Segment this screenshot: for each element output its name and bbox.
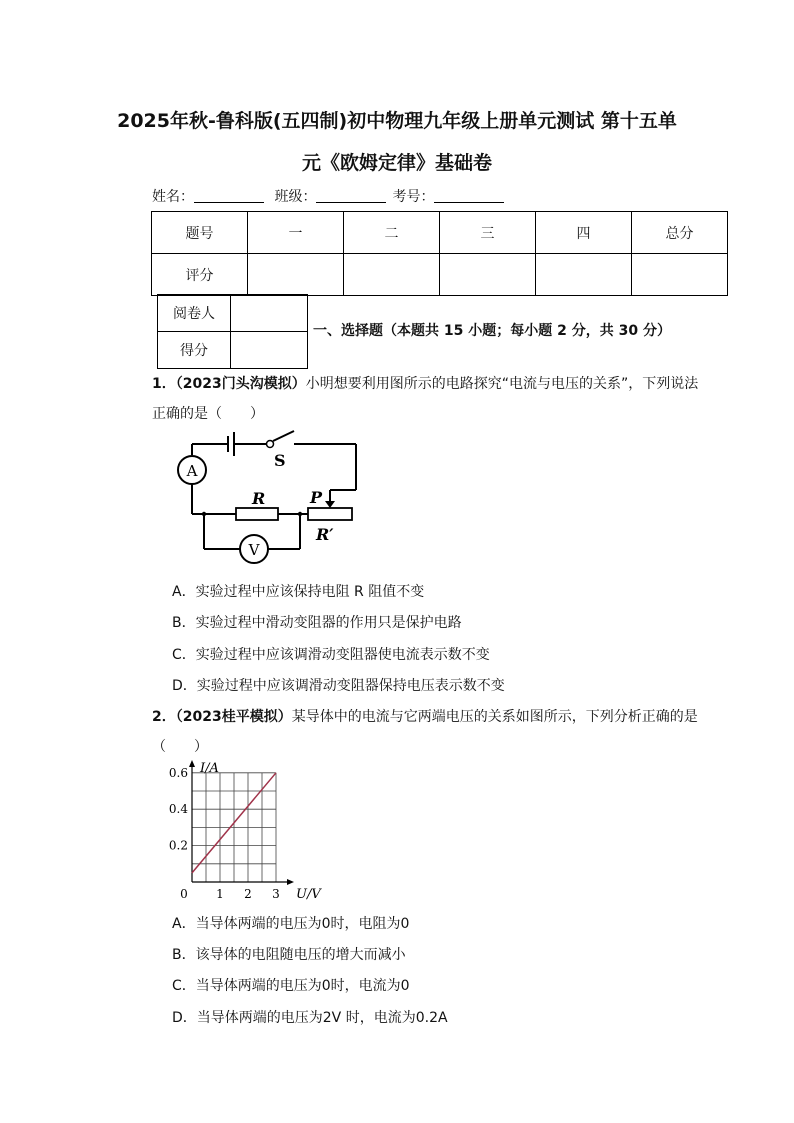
score-header-cell: 总分: [632, 212, 728, 254]
question-2-source: （2023桂平模拟）: [175, 709, 292, 725]
x-tick-label: 2: [244, 887, 252, 901]
score-label: 得分: [158, 332, 231, 369]
score-value-row: [152, 254, 728, 296]
question-2-option-c: C．当导体两端的电压为0时，电流为0: [172, 978, 410, 994]
question-2-option-b: B．该导体的电阻随电压的增大而减小: [172, 947, 406, 963]
question-2-option-d: D．当导体两端的电压为2V 时，电流为0.2A: [172, 1010, 448, 1026]
y-tick-label: 0.4: [168, 802, 188, 817]
score-cell: [344, 254, 440, 296]
score-header-cell: 一: [248, 212, 344, 254]
question-1-stem: [152, 373, 698, 393]
score-header-cell: 四: [536, 212, 632, 254]
section-heading: 一、选择题（本题共 15 小题；每小题 2 分，共 30 分）: [313, 323, 671, 339]
score-cell: [440, 254, 536, 296]
reviewer-cell: [231, 295, 308, 332]
voltmeter-label: V: [248, 541, 260, 559]
x-axis-arrow: [287, 879, 294, 885]
question-2-text-line2: （ ）: [152, 739, 208, 755]
iu-chart: [160, 758, 330, 902]
question-1-number: 1．: [152, 376, 176, 392]
question-1-option-b: B．实验过程中滑动变阻器的作用只是保护电路: [172, 615, 462, 631]
y-axis-label: I/A: [200, 761, 219, 776]
class-blank: [316, 188, 386, 203]
ammeter-label: A: [186, 462, 198, 480]
switch-label: S: [274, 451, 286, 470]
question-1-option-c: C．实验过程中应该调滑动变阻器使电流表示数不变: [172, 647, 490, 663]
score-cell: [632, 254, 728, 296]
name-label: 姓名：: [152, 189, 194, 205]
y-axis-arrow: [189, 760, 195, 767]
score-value-cell: [231, 332, 308, 369]
score-header-row: [152, 212, 728, 254]
exam-no-label: 考号：: [392, 189, 435, 205]
score-header-cell: 题号: [152, 212, 248, 254]
question-1-option-d: D．实验过程中应该调滑动变阻器保持电压表示数不变: [172, 678, 505, 694]
slider-label: P: [310, 488, 323, 507]
score-header-cell: 二: [344, 212, 440, 254]
reviewer-table: [157, 294, 308, 369]
reviewer-label: 阅卷人: [158, 295, 231, 332]
student-info: [152, 186, 510, 206]
question-2-text: 某导体中的电流与它两端电压的关系如图所示，下列分析正确的是: [291, 709, 698, 725]
y-tick-label: 0.6: [168, 765, 188, 780]
exam-title-line1: 2025年秋-鲁科版(五四制)初中物理九年级上册单元测试 第十五单: [117, 110, 677, 132]
score-cell: [248, 254, 344, 296]
exam-title-line2: 元《欧姆定律》基础卷: [301, 152, 492, 174]
score-cell: [536, 254, 632, 296]
question-1-text-line2: 正确的是（ ）: [152, 406, 264, 422]
class-label: 班级：: [274, 189, 317, 205]
score-row-label: 评分: [152, 254, 248, 296]
resistor-label: R: [252, 489, 266, 508]
y-tick-label: 0.2: [168, 838, 188, 853]
score-header-cell: 三: [440, 212, 536, 254]
x-tick-label: 0: [180, 887, 188, 901]
question-1-option-a: A．实验过程中应该保持电阻 R 阻值不变: [172, 584, 425, 600]
question-2-number: 2．: [152, 709, 176, 725]
question-2-stem: [152, 706, 698, 726]
question-1-source: （2023门头沟模拟）: [175, 376, 306, 392]
circuit-diagram: [170, 428, 370, 564]
x-tick-label: 1: [216, 887, 224, 901]
x-axis-label: U/V: [296, 887, 321, 902]
name-blank: [194, 188, 264, 203]
question-2-option-a: A．当导体两端的电压为0时，电阻为0: [172, 916, 410, 932]
x-tick-label: 3: [272, 887, 280, 901]
rheostat-label: R′: [316, 525, 334, 544]
question-1-text: 小明想要利用图所示的电路探究“电流与电压的关系”，下列说法: [305, 376, 699, 392]
score-table: [151, 211, 728, 296]
exam-no-blank: [434, 188, 504, 203]
